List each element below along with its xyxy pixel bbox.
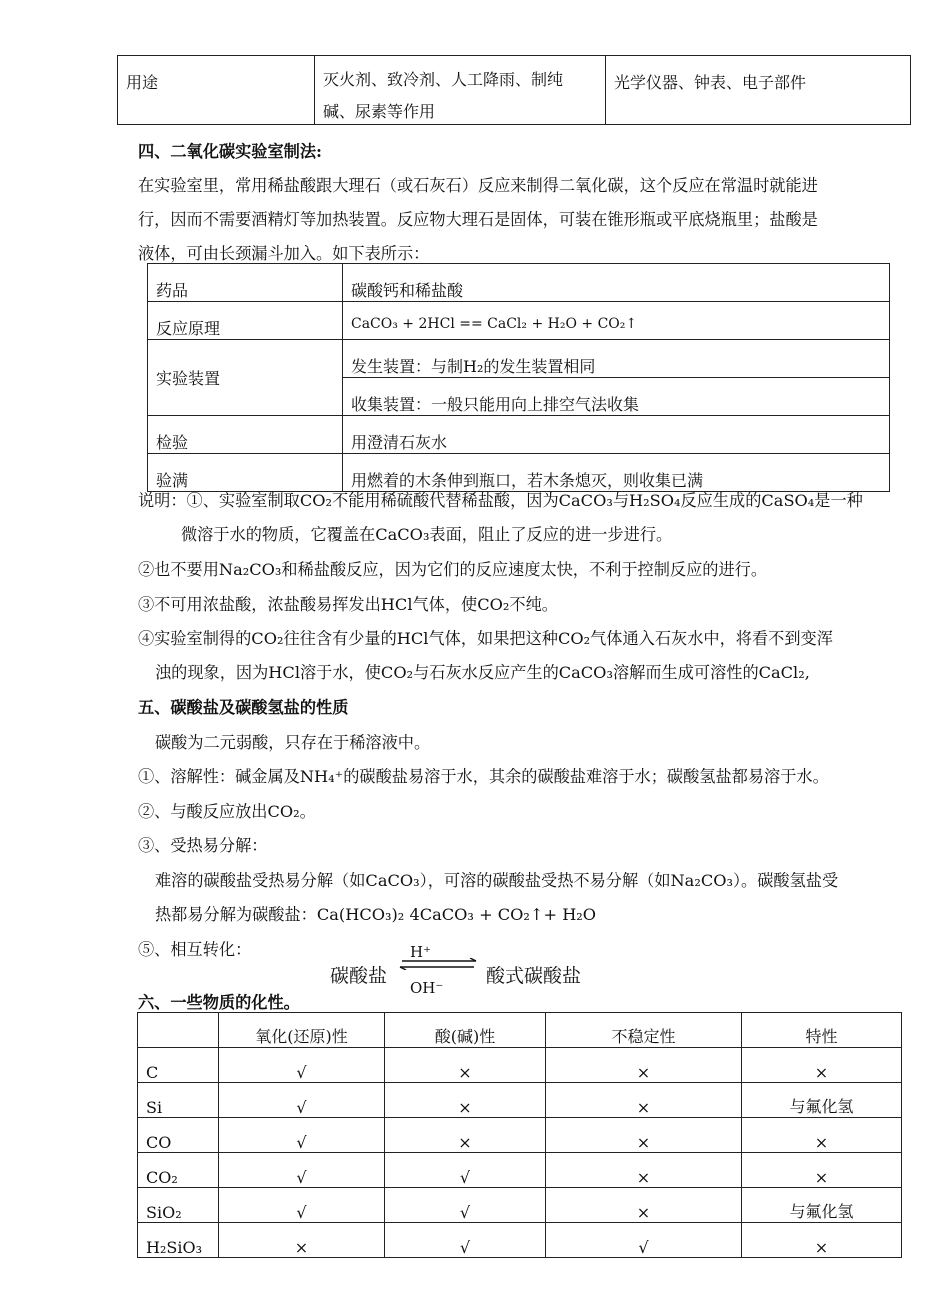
table-cell: × (742, 1223, 902, 1258)
carbonate-label: 碳酸盐 (330, 966, 388, 987)
table-row (138, 1048, 902, 1083)
table-cell: × (385, 1083, 546, 1118)
section5-acid: ②、与酸反应放出CO₂。 (138, 802, 316, 821)
table-cell: √ (385, 1223, 546, 1258)
section5-intro: 碳酸为二元弱酸，只存在于稀溶液中。 (155, 733, 431, 752)
acid-label: H⁺ (410, 943, 431, 961)
table-cell: 与氟化氢 (742, 1083, 902, 1118)
drug-label: 药品 (148, 264, 343, 302)
table-cell: √ (219, 1083, 385, 1118)
table-cell: 与氟化氢 (742, 1188, 902, 1223)
table-cell: × (546, 1083, 742, 1118)
table-cell: × (219, 1223, 385, 1258)
section5-title: 五、碳酸盐及碳酸氢盐的性质 (138, 698, 349, 717)
co2-lab-table (147, 263, 890, 492)
table-cell: √ (219, 1048, 385, 1083)
apparatus-label: 实验装置 (148, 340, 343, 416)
drug-value: 碳酸钙和稀盐酸 (343, 264, 890, 302)
table-cell: √ (546, 1223, 742, 1258)
apparatus-collector: 收集装置：一般只能用向上排空气法收集 (343, 378, 890, 416)
section5-solubility: ①、溶解性：碱金属及NH₄⁺的碳酸盐易溶于水，其余的碳酸盐难溶于水；碳酸氢盐都易溶于水。 (138, 767, 829, 786)
table-row (138, 1153, 902, 1188)
base-label: OH⁻ (410, 979, 444, 997)
table-row (138, 1083, 902, 1118)
section5-heat: ③、受热易分解： (138, 836, 268, 855)
substance-cell: CO (138, 1118, 219, 1153)
principle-label: 反应原理 (148, 302, 343, 340)
conversion-diagram (330, 943, 610, 995)
table-row (138, 1223, 902, 1258)
table-cell: √ (385, 1153, 546, 1188)
note-4: ④实验室制得的CO₂往往含有少量的HCl气体，如果把这种CO₂气体通入石灰水中，将看不到变浑 (138, 629, 833, 648)
table-cell: × (742, 1153, 902, 1188)
section5-heat-detail-1: 难溶的碳酸盐受热易分解（如CaCO₃），可溶的碳酸盐受热不易分解（如Na₂CO₃）。碳酸氢盐受 (155, 871, 839, 890)
table-cell: × (385, 1048, 546, 1083)
usage-co2-cell (315, 56, 606, 125)
usage-co2-line2: 碱、尿素等作用 (323, 102, 436, 121)
table-cell: × (742, 1048, 902, 1083)
table-cell: √ (219, 1118, 385, 1153)
note-1: 说明：①、实验室制取CO₂不能用稀硫酸代替稀盐酸，因为CaCO₃与H₂SO₄反应生成的CaSO₄是一种 (138, 491, 863, 510)
table-cell: × (546, 1153, 742, 1188)
header-cell: 酸(碱)性 (385, 1013, 546, 1048)
full-value: 用燃着的木条伸到瓶口，若木条熄灭，则收集已满 (343, 454, 890, 492)
note-4-cont: 浊的现象，因为HCl溶于水，使CO₂与石灰水反应产生的CaCO₃溶解而生成可溶性的CaCl₂, (155, 663, 810, 682)
note-1-cont: 微溶于水的物质，它覆盖在CaCO₃表面，阻止了反应的进一步进行。 (181, 525, 673, 544)
note-3: ③不可用浓盐酸，浓盐酸易挥发出HCl气体，使CO₂不纯。 (138, 595, 558, 614)
table-cell: × (385, 1118, 546, 1153)
table-cell: √ (385, 1188, 546, 1223)
properties-table (137, 1012, 902, 1258)
table-row (138, 1118, 902, 1153)
header-cell: 氧化(还原)性 (219, 1013, 385, 1048)
table-cell: × (546, 1188, 742, 1223)
section4-title: 四、二氧化碳实验室制法: (138, 142, 323, 161)
reversible-arrow-icon (398, 958, 478, 970)
full-label: 验满 (148, 454, 343, 492)
principle-value: CaCO₃ + 2HCl == CaCl₂ + H₂O + CO₂↑ (343, 302, 890, 340)
substance-cell: SiO₂ (138, 1188, 219, 1223)
header-cell (138, 1013, 219, 1048)
test-label: 检验 (148, 416, 343, 454)
substance-cell: C (138, 1048, 219, 1083)
test-value: 用澄清石灰水 (343, 416, 890, 454)
section6-title: 六、一些物质的化性。 (138, 993, 300, 1012)
substance-cell: Si (138, 1083, 219, 1118)
table-cell: × (546, 1048, 742, 1083)
section5-heat-detail-2: 热都易分解为碳酸盐：Ca(HCO₃)₂ 4CaCO₃ + CO₂↑+ H₂O (155, 905, 597, 924)
section4-para-2: 行，因而不需要酒精灯等加热装置。反应物大理石是固体，可装在锥形瓶或平底烧瓶里；盐酸是 (138, 210, 818, 229)
section4-para-1: 在实验室里，常用稀盐酸跟大理石（或石灰石）反应来制得二氧化碳，这个反应在常温时就能进 (138, 176, 818, 195)
section5-conversion-label: ⑤、相互转化： (138, 940, 252, 959)
usage-sio2-cell: 光学仪器、钟表、电子部件 (606, 56, 911, 125)
bicarbonate-label: 酸式碳酸盐 (486, 966, 582, 987)
table-cell: √ (219, 1188, 385, 1223)
usage-label: 用途 (118, 56, 315, 125)
substance-cell: CO₂ (138, 1153, 219, 1188)
table-cell: × (546, 1118, 742, 1153)
substance-cell: H₂SiO₃ (138, 1223, 219, 1258)
header-cell: 不稳定性 (546, 1013, 742, 1048)
table-header-row (138, 1013, 902, 1048)
section4-para-3: 液体，可由长颈漏斗加入。如下表所示： (138, 244, 430, 263)
header-cell: 特性 (742, 1013, 902, 1048)
usage-co2-line1: 灭火剂、致冷剂、人工降雨、制纯 (323, 70, 564, 89)
usage-table (117, 55, 911, 125)
table-cell: × (742, 1118, 902, 1153)
note-2: ②也不要用Na₂CO₃和稀盐酸反应，因为它们的反应速度太快，不利于控制反应的进行。 (138, 560, 768, 579)
apparatus-generator: 发生装置：与制H₂的发生装置相同 (343, 340, 890, 378)
table-row (138, 1188, 902, 1223)
table-cell: √ (219, 1153, 385, 1188)
